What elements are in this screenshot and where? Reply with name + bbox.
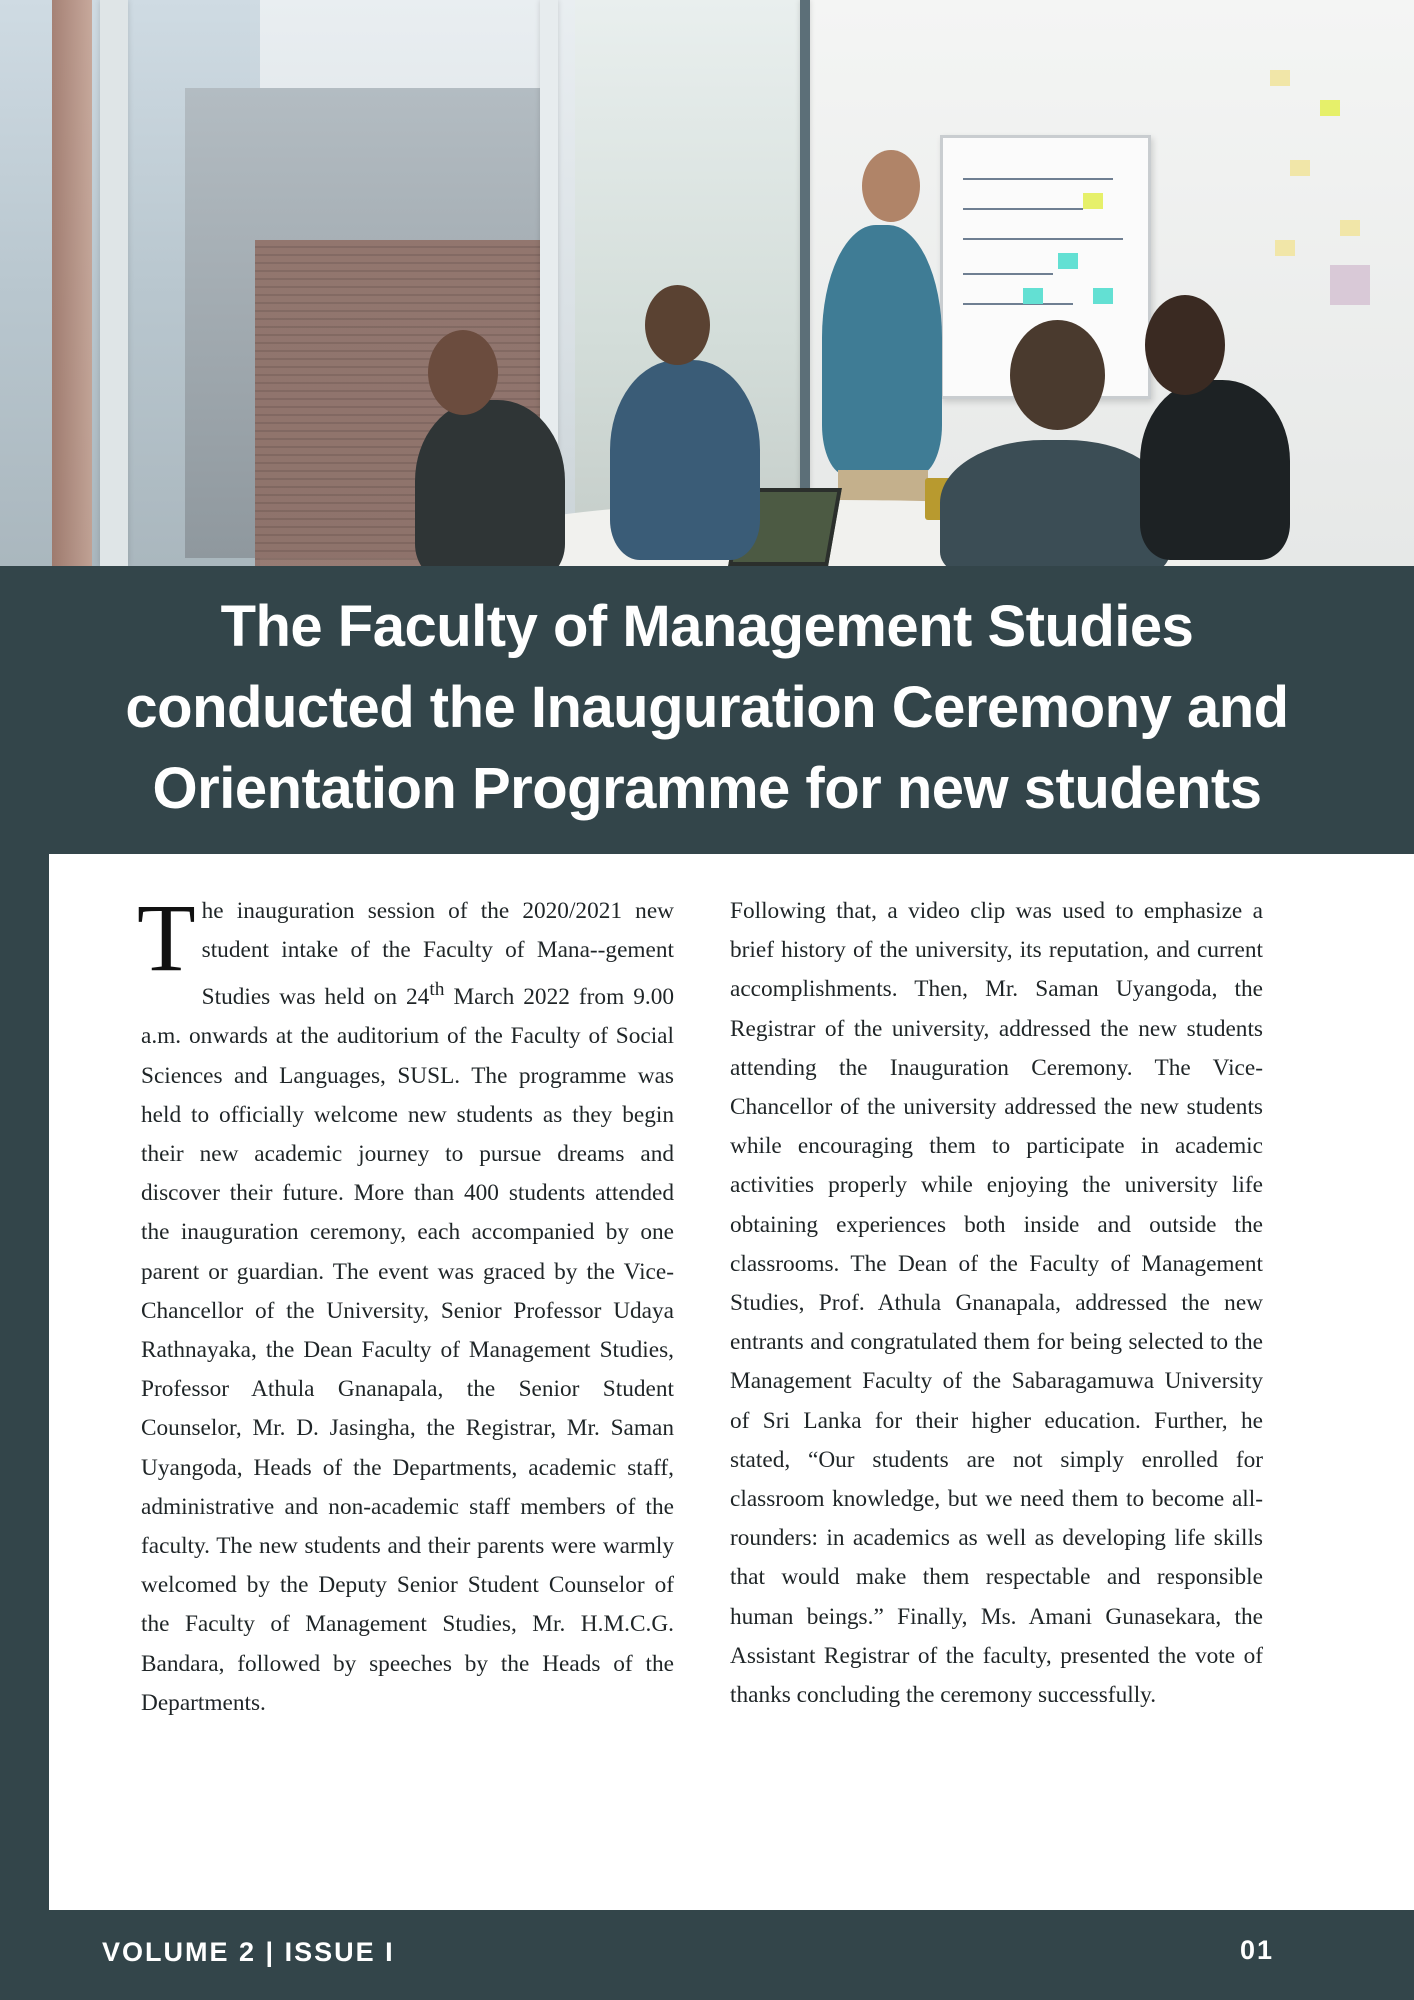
page-number: 01 — [1239, 1935, 1274, 1965]
attendee-right — [1140, 380, 1290, 560]
window-frame — [100, 0, 128, 566]
title-line: Orientation Programme for new students — [152, 756, 1262, 821]
superscript-th: th — [429, 979, 445, 1001]
attendee-right-head — [1145, 295, 1225, 395]
page-title — [40, 586, 1374, 829]
attendee-left — [415, 400, 565, 566]
left-text-part2: March 2022 from 9.00 a.m. onwards at the auditorium of the Faculty of Social Sciences and Languages, SUSL. The programme was held to officially welcome new students as they begin their new academic journey to pursue dreams and discover their future. More than 400 students attended the inauguration ceremony, each accompanied by one parent or guardian. The event was graced by the Vice-Chancellor of the University, Senior Professor Udaya Rathnayaka, the Dean Faculty of Management Studies, Professor Athula Gnanapala, the Senior Student Counselor, Mr. D. Jasingha, the Registrar, Mr. Saman Uyangoda, Heads of the Departments, academic staff, administrative and non-academic staff members of the faculty. The new students and their parents were warmly welcomed by the Deputy Senior Student Counselor of the Faculty of Management Studies, Mr. H.M.C.G. Bandara, followed by speeches by the Heads of the Departments. — [141, 984, 674, 1716]
sticky-note — [1270, 70, 1290, 86]
attendee-front-head — [1010, 320, 1105, 430]
sticky-note — [1330, 265, 1370, 305]
title-line: conducted the Inauguration Ceremony and — [125, 675, 1289, 740]
sticky-note — [1320, 100, 1340, 116]
title-line: The Faculty of Management Studies — [220, 594, 1194, 659]
article-column-left — [137, 884, 674, 1723]
attendee-left-head — [428, 330, 498, 415]
footer-volume: VOLUME 2 | ISSUE I — [102, 1937, 395, 1967]
presenter-head — [862, 150, 920, 222]
attendee-middle — [610, 360, 760, 560]
sticky-note — [1340, 220, 1360, 236]
article-column-right: Following that, a video clip was used to emphasize a brief history of the university, its reputation, and current accomplishments. Then, Mr. Saman Uyangoda, the Registrar of the university, addressed the new students attending the Inauguration Ceremony. The Vice-Chancellor of the university addressed the new students while encouraging them to participate in academic activities properly while enjoying the university life obtaining experiences both inside and outside the classrooms. The Dean of the Faculty of Management Studies, Prof. Athula Gnanapala, addressed the new entrants and congratulated them for being selected to the Management Faculty of the Sabaragamuwa University of Sri Lanka for their higher education. Further, he stated, “Our students are not simply enrolled for classroom knowledge, but we need them to become all-rounders: in academics as well as developing life skills that would make them respectable and responsible human beings.” Finally, Ms. Amani Gunasekara, the Assistant Registrar of the faculty, presented the vote of thanks concluding the ceremony successfully. — [730, 898, 1263, 1709]
curtain — [52, 0, 92, 566]
article-body — [49, 854, 1414, 1910]
sticky-note — [1275, 240, 1295, 256]
drop-cap: T — [137, 884, 196, 991]
attendee-front — [940, 440, 1170, 566]
attendee-middle-head — [645, 285, 710, 365]
window-frame — [800, 0, 810, 566]
hero-photo — [0, 0, 1414, 566]
presenter — [822, 225, 942, 475]
left-text-part1: he inauguration session of the 2020/2021 new student intake of the Faculty of Mana--gement Studies was held on 24 — [201, 898, 674, 1011]
sticky-note — [1290, 160, 1310, 176]
